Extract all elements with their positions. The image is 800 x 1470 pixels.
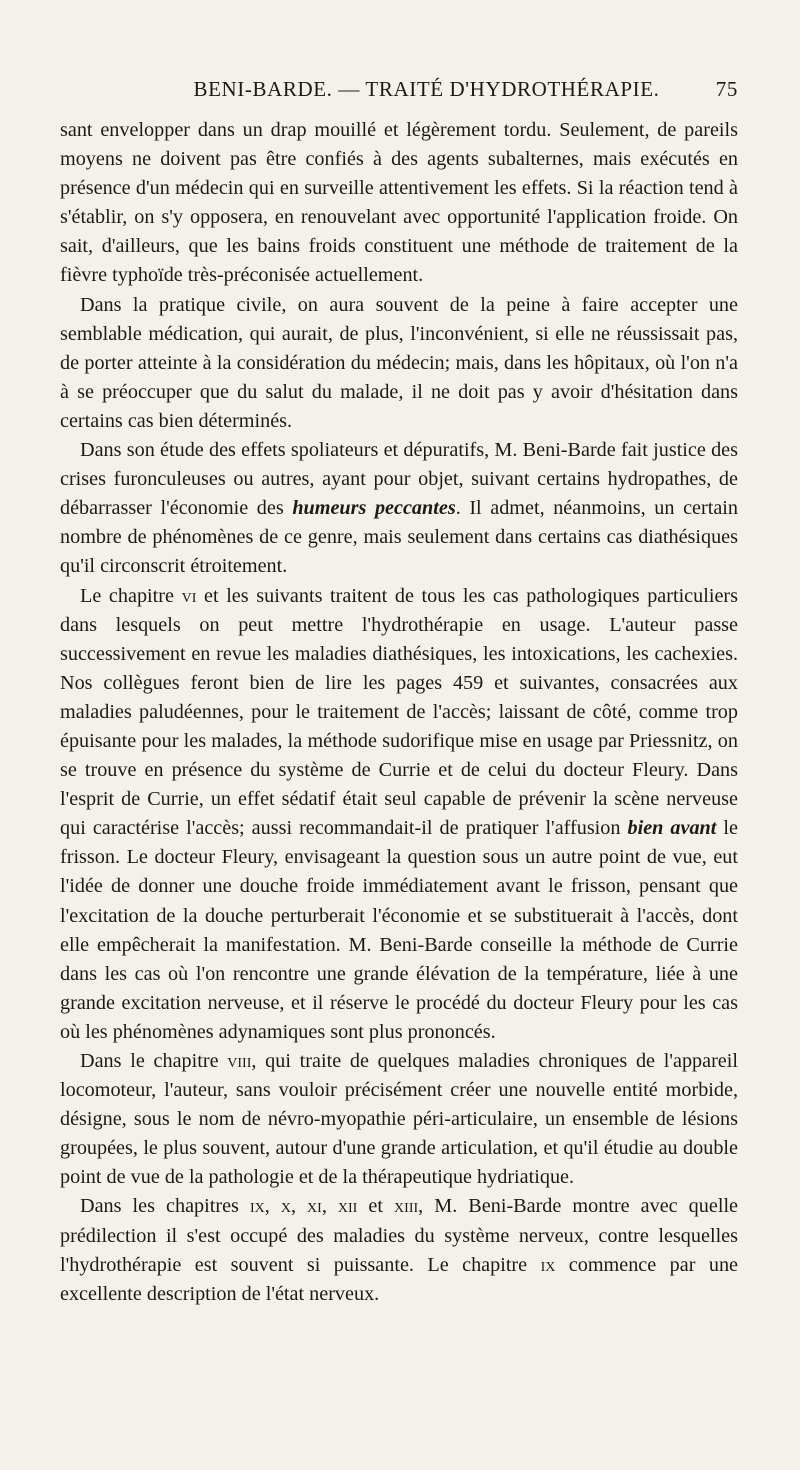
paragraph-text: le frisson. Le docteur Fleury, envisageant la question sous un autre point de vue, eut l'idée de donner une douche froide immédiatement avant le frisson, pensant que l'excitation de la douche perturberait l'économie et se substituerait à l'accès, dont elle empêcherait la manifestation. M. Beni-Barde conseille la méthode de Currie dans les cas où l'on rencontre une grande élévation de la température, liée à une grande excitation nerveuse, et il réserve le procédé du docteur Fleury pour les cas où les phénomènes adynamiques sont plus prononcés. xyxy=(60,817,738,1043)
paragraph-text: sant envelopper dans un drap mouillé et légèrement tordu. Seulement, de pareils moyens ne doivent pas être confiés à des agents subalternes, mais exécutés en présence d'un médecin qui en surveille attentivement les effets. Si la réaction tend à s'établir, on s'y opposera, en renouvelant avec opportunité l'application froide. On sait, d'ailleurs, que les bains froids constituent une méthode de traitement de la fièvre typhoïde très-préconisée actuellement. xyxy=(60,119,738,287)
italic-phrase: humeurs peccantes xyxy=(292,497,456,520)
paragraph-text: Dans la pratique civile, on aura souvent de la peine à faire accepter une semblable médication, qui aurait, de plus, l'inconvénient, si elle ne réussissait pas, de porter atteinte à la considération du médecin; mais, dans les hôpitaux, où l'on n'a à se préoccuper que du salut du malade, il ne doit pas y avoir d'hésitation dans certains cas bien déterminés. xyxy=(60,293,738,432)
paragraph-2 xyxy=(60,291,738,436)
paragraph-4 xyxy=(60,582,738,1048)
paragraph-text: Le chapitre xyxy=(80,584,182,607)
paragraph-text: Dans les chapitres xyxy=(80,1195,250,1218)
paragraph-text: Dans son étude des effets spoliateurs et dépuratifs, M. Beni-Barde fait justice des crises furonculeuses ou autres, ayant pour objet, suivant certains hydropathes, de débarrasser l'économie des xyxy=(60,439,738,520)
chapter-numeral: ix xyxy=(540,1253,556,1276)
italic-phrase: bien avant xyxy=(627,817,717,840)
paragraph-text: , qui traite de quelques maladies chroniques de l'appareil locomoteur, l'auteur, sans vouloir précisément créer une nouvelle entité morbide, désigne, sous le nom de névro-myopathie péri-articulaire, un ensemble de lésions groupées, le plus souvent, autour d'une grande articulation, et qu'il étudie au double point de vue de la pathologie et de la thérapeutique hydriatique. xyxy=(60,1050,738,1189)
paragraph-6 xyxy=(60,1192,738,1308)
chapter-numerals: ix, x, xi, xii xyxy=(249,1195,358,1218)
running-head xyxy=(60,76,738,102)
paragraph-text: commence par une excellente description de l'état nerveux. xyxy=(60,1253,738,1305)
paragraph-text: , M. Beni-Barde montre avec quelle prédilection il s'est occupé des maladies du système nerveux, contre lesquelles l'hydrothérapie est souvent si puissante. Le chapitre xyxy=(60,1195,739,1276)
paragraph-1 xyxy=(60,116,738,291)
paragraph-text: et les suivants traitent de tous les cas pathologiques particuliers dans lesquels on peut mettre l'hydrothérapie en usage. L'auteur passe successivement en revue les maladies diathésiques, les intoxications, les cachexies. Nos collègues feront bien de lire les pages 459 et suivantes, consacrées aux maladies paludéennes, pour le traitement de l'accès; laissant de côté, comme trop épuisante pour les malades, la méthode sudorifique mise en usage par Priessnitz, on se trouve en présence du système de Currie et de celui du docteur Fleury. Dans l'esprit de Currie, un effet sédatif était seul capable de prévenir la scène nerveuse qui caractérise l'accès; aussi recommandait-il de pratiquer l'affusion xyxy=(60,584,738,840)
paragraph-text: Dans le chapitre xyxy=(80,1050,228,1072)
paragraph-text: . Il admet, néanmoins, un certain nombre de phénomènes de ce genre, mais seulement dans certains cas diathésiques qu'il circonscrit étroitement. xyxy=(60,497,738,578)
chapter-numeral: xiii xyxy=(394,1195,419,1218)
chapter-numeral: vi xyxy=(181,584,197,607)
running-title: BENI-BARDE. — TRAITÉ D'HYDROTHÉRAPIE. xyxy=(193,77,660,101)
paragraph-5 xyxy=(60,1047,738,1192)
chapter-numeral: viii xyxy=(227,1050,252,1072)
page-number: 75 xyxy=(715,77,738,101)
paragraph-text: et xyxy=(357,1195,395,1218)
paragraph-3 xyxy=(60,436,738,581)
body-text xyxy=(60,116,738,1309)
